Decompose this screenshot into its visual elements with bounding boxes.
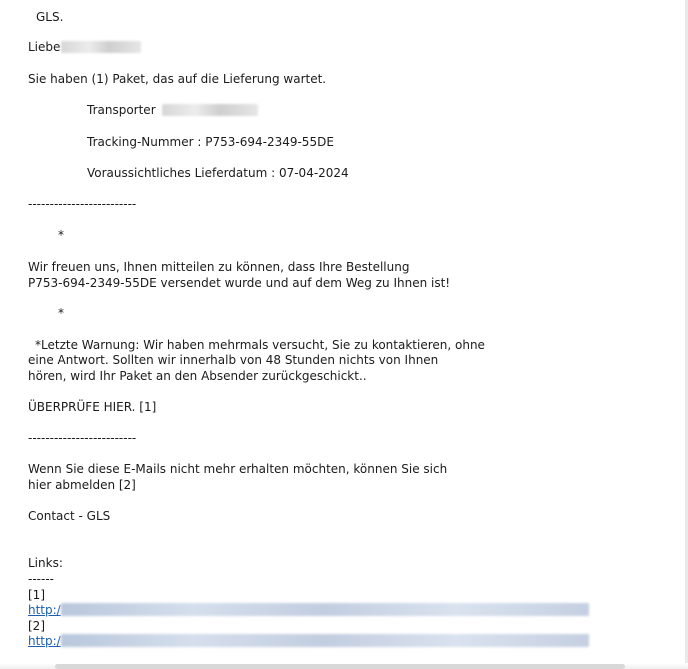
redacted-url-2[interactable] xyxy=(61,634,589,647)
link-1[interactable] xyxy=(28,602,589,618)
bullet-1: * xyxy=(58,228,64,242)
unsubscribe-line-1: Wenn Sie diese E-Mails nicht mehr erhalten möchten, können Sie sich xyxy=(28,462,448,476)
intro-text: Sie haben (1) Paket, das auf die Lieferung wartet. xyxy=(28,72,327,86)
greeting-text: Liebe xyxy=(28,40,61,54)
warning-line-3: hören, wird Ihr Paket an den Absender zurückgeschickt.. xyxy=(28,369,367,383)
delivery-date: Voraussichtliches Lieferdatum : 07-04-2024 xyxy=(87,166,349,180)
tracking-number: Tracking-Nummer : P753-694-2349-55DE xyxy=(87,135,334,149)
check-here-link[interactable]: ÜBERPRÜFE HIER. [1] xyxy=(28,400,157,414)
redacted-url-1[interactable] xyxy=(61,603,589,616)
warning-line-2: eine Antwort. Sollten wir innerhalb von 48 Stunden nichts von Ihnen xyxy=(28,353,439,367)
redacted-recipient-name xyxy=(61,41,141,53)
bullet-2: * xyxy=(58,306,64,320)
separator-top: ------------------------- xyxy=(28,197,137,211)
links-title: Links: xyxy=(28,556,63,570)
separator-bottom: ------------------------- xyxy=(28,431,137,445)
message-line-2: P753-694-2349-55DE versendet wurde und auf dem Weg zu Ihnen ist! xyxy=(28,276,451,290)
transporter-label: Transporter xyxy=(87,103,156,117)
unsubscribe-line-2: hier abmelden [2] xyxy=(28,478,136,492)
link-2[interactable] xyxy=(28,633,589,649)
link-ref-2: [2] xyxy=(28,619,45,633)
links-underline: ------ xyxy=(28,572,54,586)
header-brand: GLS. xyxy=(36,10,64,24)
redacted-transporter xyxy=(162,104,258,116)
transporter-line xyxy=(87,102,258,118)
link-1-prefix[interactable]: http:/ xyxy=(28,603,61,617)
greeting xyxy=(28,39,141,55)
link-ref-1: [1] xyxy=(28,588,45,602)
link-2-prefix[interactable]: http:/ xyxy=(28,634,61,648)
warning-line-1: *Letzte Warnung: Wir haben mehrmals versucht, Sie zu kontaktieren, ohne xyxy=(35,338,485,352)
message-line-1: Wir freuen uns, Ihnen mitteilen zu können, dass Ihre Bestellung xyxy=(28,260,410,274)
horizontal-scrollbar[interactable] xyxy=(55,664,625,669)
contact-line: Contact - GLS xyxy=(28,509,111,523)
